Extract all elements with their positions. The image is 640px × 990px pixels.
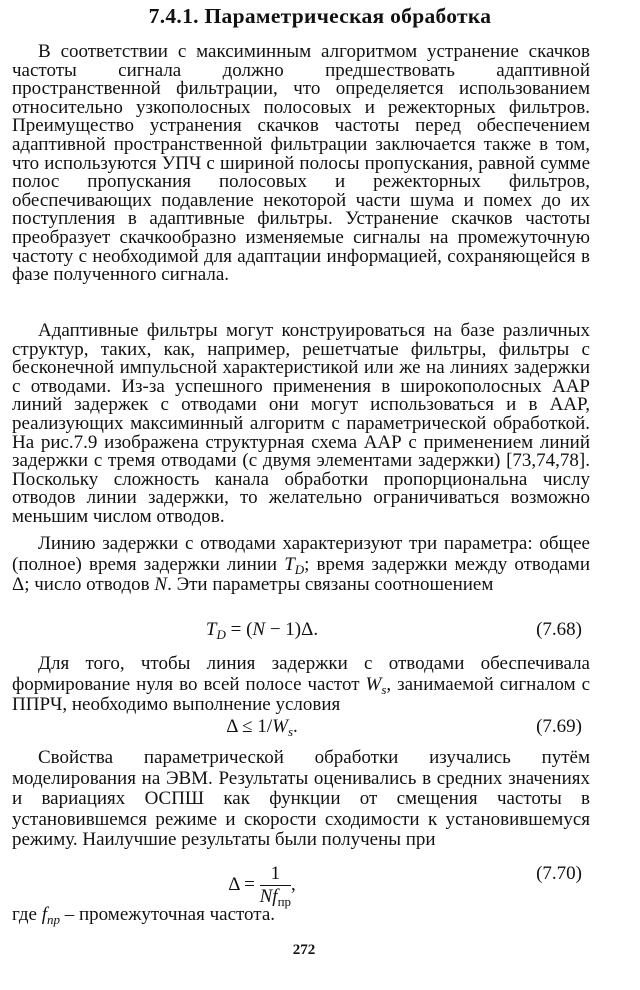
paragraph-4-text-a: Для того, чтобы линия задержки с отводами обеспечивала формирование нуля во всей полосе частот [12, 653, 590, 695]
page-number: 272 [292, 942, 316, 958]
equation-7-69-formula: $\Delta \le 1/W_s$. [226, 716, 298, 739]
symbol-N: N [154, 574, 168, 595]
equation-7-70-formula: Δ = $\frac{1}{Nf_{пр}}$ , [228, 863, 296, 910]
fraction: $\frac{1}{Nf_{пр}}$ [259, 863, 292, 910]
symbol-f-pr: $f_{пр}$ [41, 904, 60, 927]
equation-7-68-number: (7.68) [536, 619, 582, 640]
paragraph-4 [12, 654, 590, 716]
paragraph-4-text-b: , занимаемой сигналом с ППРЧ, необходимо выполнение условия [12, 673, 591, 715]
paragraph-3-text-b: ; время задержки между отводами Δ; число отводов [12, 553, 590, 595]
symbol-TD: $T_D$ [284, 553, 305, 577]
equation-7-68 [12, 618, 582, 642]
equation-7-70-number: (7.70) [536, 863, 582, 884]
paragraph-2: Адаптивные фильтры могут конструироваться на базе различных структур, таких, как, например, решетчатые фильтры, фильтры с бесконечной импульсной характеристикой или же на линиях задержки с отводами. Из-за успешного применения в широкополосных ААР линий задержек с отводами они могут использоваться и в ААР, реализующих максиминный алгоритм с параметрической обработкой. На рис.7.9 изображена структурная схема ААР с применением линий задержки с тремя отводами (с двумя элементами задержки) [73,74,78]. Поскольку сложность канала обработки пропорциональна числу отводов линии задержки, то желательно ограничиваться возможно меньшим числом отводов. [12, 320, 590, 527]
equation-7-69 [12, 715, 582, 739]
paragraph-5: Свойства параметрической обработки изучались путём моделирования на ЭВМ. Результаты оценивались в средних значениях и вариациях ОСПШ как функции от смещения частоты в установившемся режиме и скорости сходимости к установившемуся режиму. Наилучшие результаты были получены при [12, 747, 590, 850]
section-heading: 7.4.1. Параметрическая обработка [148, 4, 492, 28]
equation-7-70 [12, 862, 582, 908]
equation-7-69-number: (7.69) [536, 716, 582, 737]
paragraph-6: где $f_{пр}$ – промежуточная частота. [12, 904, 276, 927]
paragraph-3-text-c: . Эти параметры связаны соотношением [167, 574, 494, 595]
paragraph-3 [12, 534, 590, 596]
paragraph-3-text-a: Линию задержки с отводами характеризуют три параметра: общее (полное) время задержки линии [12, 533, 590, 575]
symbol-Ws: $W_s$ [365, 673, 387, 697]
paragraph-1: В соответствии с максиминным алгоритмом устранение скачков частоты сигнала должно предшествовать адаптивной пространственной фильтрации, что определяется использованием относительно узкополосных полосовых и режекторных фильтров. Преимущество устранения скачков частоты перед обеспечением адаптивной пространственной фильтрации заключается также в том, что используются УПЧ с шириной полосы пропускания, равной сумме полос пропускания полосовых и режекторных фильтров, обеспечивающих подавление некоторой части шума и помех до их поступления в адаптивные фильтры. Устранение скачков частоты преобразует скачкообразно изменяемые сигналы на промежуточную частоту с необходимой для адаптации информацией, сохраняющейся в фазе полученного сигнала. [12, 41, 590, 286]
equation-7-68-formula: $T_D = (N - 1)\Delta$. [205, 619, 319, 642]
